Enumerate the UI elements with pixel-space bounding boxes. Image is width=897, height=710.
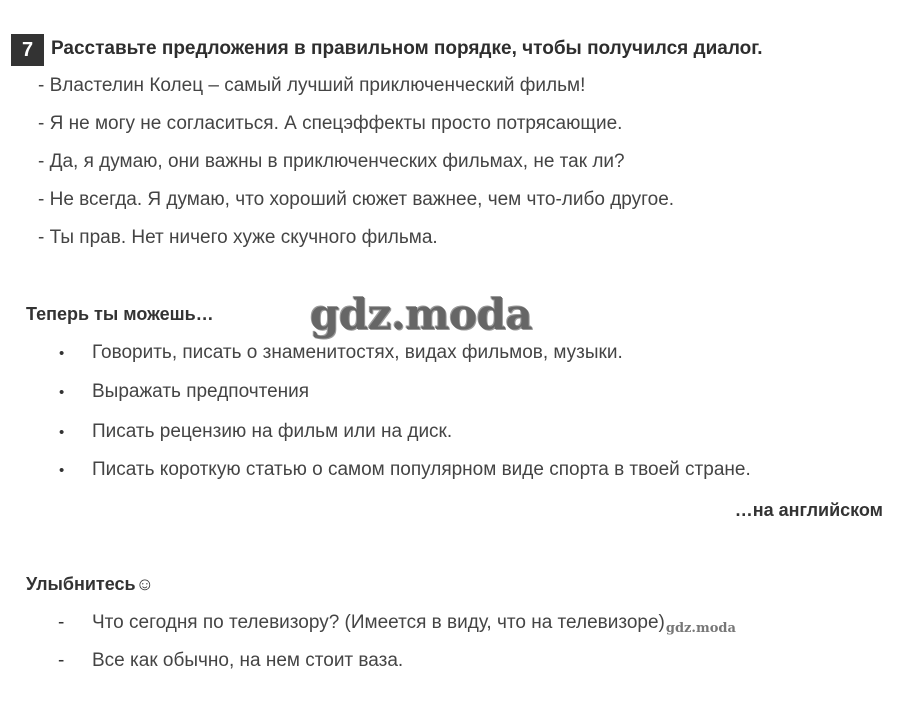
bullet-icon: •: [59, 384, 65, 401]
task-title: Расставьте предложения в правильном порядке, чтобы получился диалог.: [51, 38, 763, 59]
skills-heading: Теперь ты можешь…: [26, 304, 214, 324]
skills-suffix: …на английском: [734, 500, 883, 520]
dialog-line: - Не всегда. Я думаю, что хороший сюжет важнее, чем что-либо другое.: [38, 189, 675, 210]
dialog-line: - Я не могу не согласиться. А спецэффекты просто потрясающие.: [38, 113, 623, 134]
joke-heading: Улыбнитесь☺: [26, 574, 154, 594]
bullet-icon: •: [59, 424, 65, 441]
bullet-icon: •: [59, 345, 65, 362]
watermark-logo: gdz.moda: [310, 290, 533, 339]
watermark-small-logo: gdz.moda: [665, 621, 736, 636]
skill-item: Писать рецензию на фильм или на диск.: [92, 421, 453, 442]
joke-line: Все как обычно, на нем стоит ваза.: [92, 650, 404, 671]
dialog-line: - Властелин Колец – самый лучший приключенческий фильм!: [38, 75, 586, 96]
skill-item: Писать короткую статью о самом популярном виде спорта в твоей стране.: [92, 459, 751, 480]
bullet-icon: •: [59, 462, 65, 479]
dialog-line: - Ты прав. Нет ничего хуже скучного фильма.: [38, 227, 438, 248]
skill-item: Говорить, писать о знаменитостях, видах фильмов, музыки.: [92, 342, 623, 363]
dash-marker: -: [58, 650, 65, 671]
task-number-badge: 7: [11, 34, 44, 66]
skill-item: Выражать предпочтения: [92, 381, 310, 402]
joke-line-text: Что сегодня по телевизору? (Имеется в виду, что на телевизоре): [92, 612, 665, 633]
dialog-line: - Да, я думаю, они важны в приключенческих фильмах, не так ли?: [38, 151, 625, 172]
joke-line: [92, 610, 736, 638]
dash-marker: -: [58, 612, 65, 633]
